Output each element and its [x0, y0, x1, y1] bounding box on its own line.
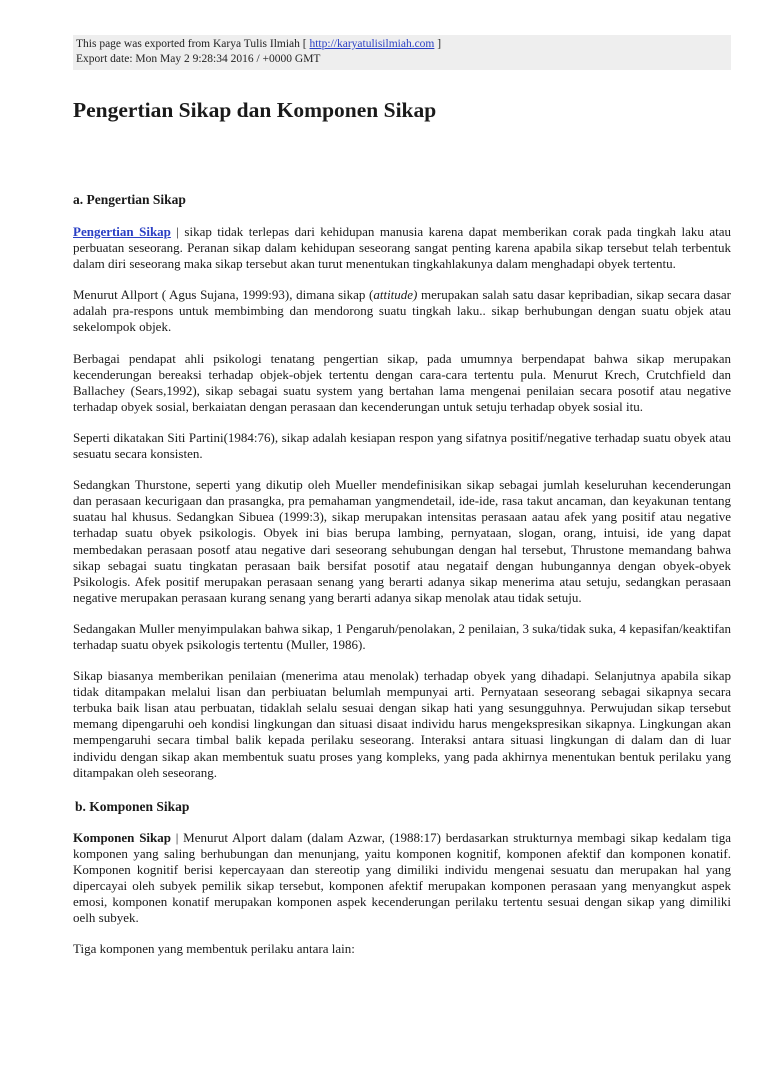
- p2-italic-term: attitude): [373, 287, 418, 303]
- section-b-paragraph-1-text: | Menurut Alport dalam (dalam Azwar, (1988:17) berdasarkan strukturnya membagi sikap kedalam tiga komponen yang saling berhubungan dan menunjang, yaitu komponen kognitif, komponen afektif dan komponen konatif. Komponen kognitif berisi kepercayaan dan stereotip yang dimiliki individu mengenai sesuatu dan merupakan hal yang dipercayai oleh subyek pemilik sikap tersebut, komponen afektif merupakan komponen perasaan yang menyangkut aspek emosi, komponen konatif merupakan komponen aspek kecenderungan perilaku tertentu sesuai dengan sikap yang dimiliki oelh subyek.: [73, 829, 732, 926]
- document-page: [73, 35, 731, 957]
- export-date-line: Export date: Mon May 2 9:28:34 2016 / +0000 GMT: [76, 53, 321, 65]
- p2-before: Menurut Allport ( Agus Sujana, 1999:93), dimana sikap (: [73, 287, 374, 303]
- export-source-line: [76, 37, 728, 52]
- section-b-paragraph-2: Tiga komponen yang membentuk perilaku antara lain:: [73, 941, 355, 957]
- pengertian-sikap-link[interactable]: Pengertian Sikap: [73, 224, 171, 239]
- section-a-paragraph-4: Seperti dikatakan Siti Partini(1984:76), sikap adalah kesiapan respon yang sifatnya positif/negative terhadap suatu obyek atau sesuatu secara konsisten.: [73, 429, 731, 462]
- section-a-paragraph-2: [73, 287, 731, 335]
- section-a-paragraph-5: Sedangkan Thurstone, seperti yang dikutip oleh Mueller mendefinisikan sikap sebagai jumlah keseluruhan kecenderungan dan perasaan kecurigaan dan prasangka, pra pemahaman yangmendetail, ide-ide, rasa takut ancaman, dan keyakunan tentang suatau hal khusus. Sedangkan Sibuea (1999:3), sikap merupakan intensitas perasaan aatau afek yang positif atau negative terhadap suatu obyek psikologis. Obyek ini bias berupa lambing, pernyataan, slogan, orang, intuisi, ide yang dapat membedakan perasaan posotf atau negative dari seseorang sehubungan dengan hal tersebut, Thrustone memandang bahwa sikap sebagai suatu tingkatan perasaan baik bersifat posotif atau negataif dengan hubungannya dengan obyek-obyek Psikologis. Afek positif merupakan perasaan senang yang berarti adanya sikap menerima atau setuju, sedangkan perasaan negative merupakan perasaan kurang senang yang berarti adanya sikap menolak atau tidak setuju.: [73, 477, 731, 605]
- section-a-paragraph-7: Sikap biasanya memberikan penilaian (menerima atau menolak) terhadap obyek yang dihadapi. Selanjutnya apabila sikap tidak ditampakan melalui lisan dan perbiuatan belumlah mempunyai arti. Pernyataan seseorang sebagai sikapnya secara terbuka baik lisan atau perbuatan, tidaklah selalu sesuai dengan sikap hati yang sesungguhnya. Perwujudan sikap tersebut memang dipengaruhi oeh kondisi lingkungan dan situasi disaat individu harus mengekspresikan sikapnya. Lingkungan akan mempengaruhi secara timbal balik kepada perilaku seseorang. Interaksi antara situasi lingkungan di dalam dan di luar individu dengan sikap akan membentuk suatu proses yang kompleks, yang pada akhirnya menentukan bentuk perilaku yang ditampakan oleh seseorang.: [73, 668, 731, 780]
- export-header: [73, 35, 731, 70]
- section-a-paragraph-1: [73, 224, 731, 272]
- export-source-suffix: ]: [437, 38, 442, 50]
- export-source-prefix: This page was exported from Karya Tulis Ilmiah [: [76, 38, 307, 50]
- section-a-paragraph-3: Berbagai pendapat ahli psikologi tenatang pengertian sikap, pada umumnya berpendapat bahwa sikap merupakan kecenderungan bereaksi terhadap objek-objek tertentu dengan cara-cara tertentu pula. Menurut Krech, Crutchfield dan Ballachey (Sears,1992), sikap sebagai suatu system yang bertahan lama mengenai penilaian secara posotif atau negative terhadap obyek sosial, berkaiatan dengan perasaan dan kecenderungan untuk setuju terhadap obyek sosial itu.: [73, 350, 731, 414]
- komponen-sikap-bold: Komponen Sikap: [73, 829, 171, 845]
- section-b-heading: b. Komponen Sikap: [75, 798, 190, 814]
- section-a-heading: a. Pengertian Sikap: [73, 192, 186, 207]
- section-a-paragraph-6: Sedangakan Muller menyimpulakan bahwa sikap, 1 Pengaruh/penolakan, 2 penilaian, 3 suka/tidak suka, 4 kepasifan/keaktifan terhadap suatu obyek psikologis tertentu (Muller, 1986).: [73, 620, 731, 652]
- section-a-paragraph-1-text: | sikap tidak terlepas dari kehidupan manusia karena dapat memberikan corak pada tingkah laku atau perbuatan seseorang. Peranan sikap dalam kehidupan seseorang sangat penting karena apabila sikap tersebut telah terbentuk dalam diri seseorang maka sikap tersebut akan turut menentukan tingkahlakunya dalam menghadapi obyek tertentu.: [73, 224, 731, 272]
- p2-after: merupakan salah satu dasar kepribadian, sikap secara dasar adalah pra-respons untuk membimbing dan mendorong suatu tingkah laku.. sikap berhubungan dengan suatu objek atau sekelompok objek.: [73, 287, 731, 335]
- page-title: Pengertian Sikap dan Komponen Sikap: [73, 98, 437, 122]
- source-link[interactable]: http://karyatulisilmiah.com: [309, 38, 435, 50]
- section-b-paragraph-1: [73, 830, 731, 927]
